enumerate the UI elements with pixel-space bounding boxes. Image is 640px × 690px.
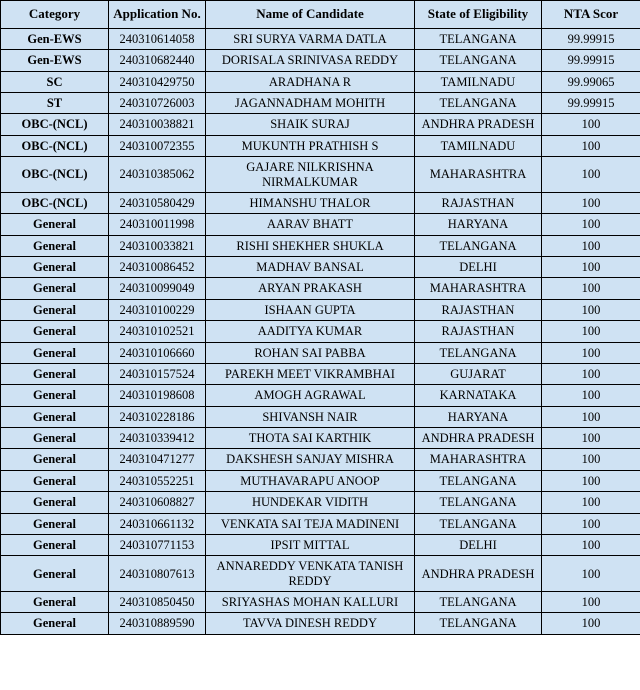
cell-application-no: 240310106660 <box>109 342 206 363</box>
cell-state: MAHARASHTRA <box>415 449 542 470</box>
cell-application-no: 240310228186 <box>109 406 206 427</box>
cell-category: General <box>1 592 109 613</box>
cell-application-no: 240310102521 <box>109 321 206 342</box>
table-row <box>1 93 640 114</box>
cell-candidate-name: ROHAN SAI PABBA <box>206 342 415 363</box>
cell-application-no: 240310033821 <box>109 235 206 256</box>
table-row <box>1 428 640 449</box>
cell-category: General <box>1 613 109 634</box>
table-row <box>1 406 640 427</box>
cell-application-no: 240310661132 <box>109 513 206 534</box>
cell-state: TELANGANA <box>415 613 542 634</box>
cell-candidate-name: THOTA SAI KARTHIK <box>206 428 415 449</box>
cell-application-no: 240310771153 <box>109 534 206 555</box>
cell-nta-score: 100 <box>542 342 640 363</box>
cell-state: DELHI <box>415 257 542 278</box>
header-row <box>1 1 640 29</box>
cell-state: ANDHRA PRADESH <box>415 114 542 135</box>
cell-nta-score: 100 <box>542 192 640 213</box>
cell-state: ANDHRA PRADESH <box>415 556 542 592</box>
cell-application-no: 240310889590 <box>109 613 206 634</box>
cell-category: General <box>1 214 109 235</box>
cell-candidate-name: DORISALA SRINIVASA REDDY <box>206 50 415 71</box>
table-row <box>1 135 640 156</box>
cell-category: General <box>1 513 109 534</box>
table-row <box>1 192 640 213</box>
table-header <box>1 1 640 29</box>
table-row <box>1 449 640 470</box>
cell-candidate-name: ARADHANA R <box>206 71 415 92</box>
cell-application-no: 240310608827 <box>109 492 206 513</box>
cell-nta-score: 100 <box>542 449 640 470</box>
cell-application-no: 240310011998 <box>109 214 206 235</box>
cell-candidate-name: AARAV BHATT <box>206 214 415 235</box>
cell-state: RAJASTHAN <box>415 192 542 213</box>
cell-category: General <box>1 342 109 363</box>
cell-nta-score: 99.99065 <box>542 71 640 92</box>
cell-application-no: 240310157524 <box>109 363 206 384</box>
cell-candidate-name: SRI SURYA VARMA DATLA <box>206 28 415 49</box>
cell-category: General <box>1 534 109 555</box>
cell-candidate-name: AMOGH AGRAWAL <box>206 385 415 406</box>
cell-application-no: 240310339412 <box>109 428 206 449</box>
cell-application-no: 240310100229 <box>109 299 206 320</box>
cell-nta-score: 100 <box>542 135 640 156</box>
cell-application-no: 240310471277 <box>109 449 206 470</box>
cell-nta-score: 100 <box>542 428 640 449</box>
table-row <box>1 157 640 193</box>
cell-nta-score: 99.99915 <box>542 50 640 71</box>
cell-category: General <box>1 299 109 320</box>
table-row <box>1 342 640 363</box>
cell-candidate-name: VENKATA SAI TEJA MADINENI <box>206 513 415 534</box>
cell-state: GUJARAT <box>415 363 542 384</box>
column-header-application-no: Application No. <box>109 1 206 29</box>
cell-nta-score: 100 <box>542 321 640 342</box>
cell-candidate-name: SRIYASHAS MOHAN KALLURI <box>206 592 415 613</box>
cell-state: TELANGANA <box>415 592 542 613</box>
cell-application-no: 240310552251 <box>109 470 206 491</box>
cell-application-no: 240310726003 <box>109 93 206 114</box>
table-row <box>1 363 640 384</box>
table-row <box>1 592 640 613</box>
cell-candidate-name: TAVVA DINESH REDDY <box>206 613 415 634</box>
cell-nta-score: 100 <box>542 613 640 634</box>
cell-application-no: 240310580429 <box>109 192 206 213</box>
cell-candidate-name: MUTHAVARAPU ANOOP <box>206 470 415 491</box>
cell-candidate-name: GAJARE NILKRISHNA NIRMALKUMAR <box>206 157 415 193</box>
cell-state: TELANGANA <box>415 28 542 49</box>
cell-application-no: 240310198608 <box>109 385 206 406</box>
cell-state: MAHARASHTRA <box>415 157 542 193</box>
cell-candidate-name: ARYAN PRAKASH <box>206 278 415 299</box>
table-row <box>1 71 640 92</box>
table-row <box>1 613 640 634</box>
cell-application-no: 240310086452 <box>109 257 206 278</box>
cell-category: General <box>1 470 109 491</box>
table-row <box>1 492 640 513</box>
cell-state: HARYANA <box>415 214 542 235</box>
cell-state: TELANGANA <box>415 513 542 534</box>
table-row <box>1 385 640 406</box>
table-row <box>1 114 640 135</box>
cell-nta-score: 99.99915 <box>542 28 640 49</box>
cell-nta-score: 100 <box>542 406 640 427</box>
cell-state: TELANGANA <box>415 235 542 256</box>
column-header-name-of-candidate: Name of Candidate <box>206 1 415 29</box>
cell-candidate-name: PAREKH MEET VIKRAMBHAI <box>206 363 415 384</box>
cell-application-no: 240310072355 <box>109 135 206 156</box>
cell-category: OBC-(NCL) <box>1 135 109 156</box>
cell-nta-score: 100 <box>542 513 640 534</box>
cell-category: Gen-EWS <box>1 50 109 71</box>
cell-candidate-name: IPSIT MITTAL <box>206 534 415 555</box>
column-header-state-of-eligibility: State of Eligibility <box>415 1 542 29</box>
cell-state: TELANGANA <box>415 93 542 114</box>
table-row <box>1 321 640 342</box>
cell-state: TAMILNADU <box>415 135 542 156</box>
table-body <box>1 28 640 634</box>
cell-candidate-name: ISHAAN GUPTA <box>206 299 415 320</box>
cell-candidate-name: JAGANNADHAM MOHITH <box>206 93 415 114</box>
cell-category: General <box>1 449 109 470</box>
cell-application-no: 240310807613 <box>109 556 206 592</box>
table-row <box>1 257 640 278</box>
column-header-category: Category <box>1 1 109 29</box>
cell-candidate-name: ANNAREDDY VENKATA TANISH REDDY <box>206 556 415 592</box>
cell-state: RAJASTHAN <box>415 299 542 320</box>
cell-application-no: 240310099049 <box>109 278 206 299</box>
cell-nta-score: 100 <box>542 157 640 193</box>
cell-nta-score: 99.99915 <box>542 93 640 114</box>
cell-state: HARYANA <box>415 406 542 427</box>
cell-category: General <box>1 428 109 449</box>
cell-category: Gen-EWS <box>1 28 109 49</box>
cell-candidate-name: MUKUNTH PRATHISH S <box>206 135 415 156</box>
cell-category: SC <box>1 71 109 92</box>
cell-application-no: 240310614058 <box>109 28 206 49</box>
cell-nta-score: 100 <box>542 363 640 384</box>
cell-category: General <box>1 556 109 592</box>
table-row <box>1 534 640 555</box>
cell-candidate-name: AADITYA KUMAR <box>206 321 415 342</box>
table-row <box>1 50 640 71</box>
cell-state: TELANGANA <box>415 342 542 363</box>
cell-state: TELANGANA <box>415 470 542 491</box>
cell-candidate-name: DAKSHESH SANJAY MISHRA <box>206 449 415 470</box>
cell-category: ST <box>1 93 109 114</box>
table-row <box>1 299 640 320</box>
table-row <box>1 470 640 491</box>
table-row <box>1 235 640 256</box>
cell-nta-score: 100 <box>542 592 640 613</box>
cell-candidate-name: HIMANSHU THALOR <box>206 192 415 213</box>
cell-category: OBC-(NCL) <box>1 157 109 193</box>
table-row <box>1 28 640 49</box>
cell-application-no: 240310038821 <box>109 114 206 135</box>
table-row <box>1 214 640 235</box>
cell-nta-score: 100 <box>542 299 640 320</box>
cell-state: ANDHRA PRADESH <box>415 428 542 449</box>
cell-category: General <box>1 492 109 513</box>
cell-state: TAMILNADU <box>415 71 542 92</box>
cell-nta-score: 100 <box>542 257 640 278</box>
cell-candidate-name: SHIVANSH NAIR <box>206 406 415 427</box>
cell-state: DELHI <box>415 534 542 555</box>
cell-category: General <box>1 385 109 406</box>
cell-nta-score: 100 <box>542 534 640 555</box>
cell-state: RAJASTHAN <box>415 321 542 342</box>
cell-application-no: 240310385062 <box>109 157 206 193</box>
cell-category: General <box>1 321 109 342</box>
cell-nta-score: 100 <box>542 470 640 491</box>
cell-category: General <box>1 363 109 384</box>
cell-nta-score: 100 <box>542 492 640 513</box>
cell-candidate-name: SHAIK SURAJ <box>206 114 415 135</box>
cell-state: TELANGANA <box>415 492 542 513</box>
cell-application-no: 240310682440 <box>109 50 206 71</box>
cell-candidate-name: RISHI SHEKHER SHUKLA <box>206 235 415 256</box>
cell-nta-score: 100 <box>542 278 640 299</box>
cell-nta-score: 100 <box>542 235 640 256</box>
cell-category: General <box>1 406 109 427</box>
cell-state: TELANGANA <box>415 50 542 71</box>
table-row <box>1 513 640 534</box>
cell-application-no: 240310429750 <box>109 71 206 92</box>
cell-category: OBC-(NCL) <box>1 114 109 135</box>
table-row <box>1 278 640 299</box>
column-header-nta-score: NTA Scor <box>542 1 640 29</box>
cell-application-no: 240310850450 <box>109 592 206 613</box>
cell-category: OBC-(NCL) <box>1 192 109 213</box>
cell-nta-score: 100 <box>542 114 640 135</box>
cell-category: General <box>1 257 109 278</box>
cell-category: General <box>1 278 109 299</box>
cell-candidate-name: MADHAV BANSAL <box>206 257 415 278</box>
cell-nta-score: 100 <box>542 556 640 592</box>
cell-nta-score: 100 <box>542 385 640 406</box>
cell-category: General <box>1 235 109 256</box>
cell-nta-score: 100 <box>542 214 640 235</box>
cell-state: MAHARASHTRA <box>415 278 542 299</box>
cell-state: KARNATAKA <box>415 385 542 406</box>
cell-candidate-name: HUNDEKAR VIDITH <box>206 492 415 513</box>
table-row <box>1 556 640 592</box>
